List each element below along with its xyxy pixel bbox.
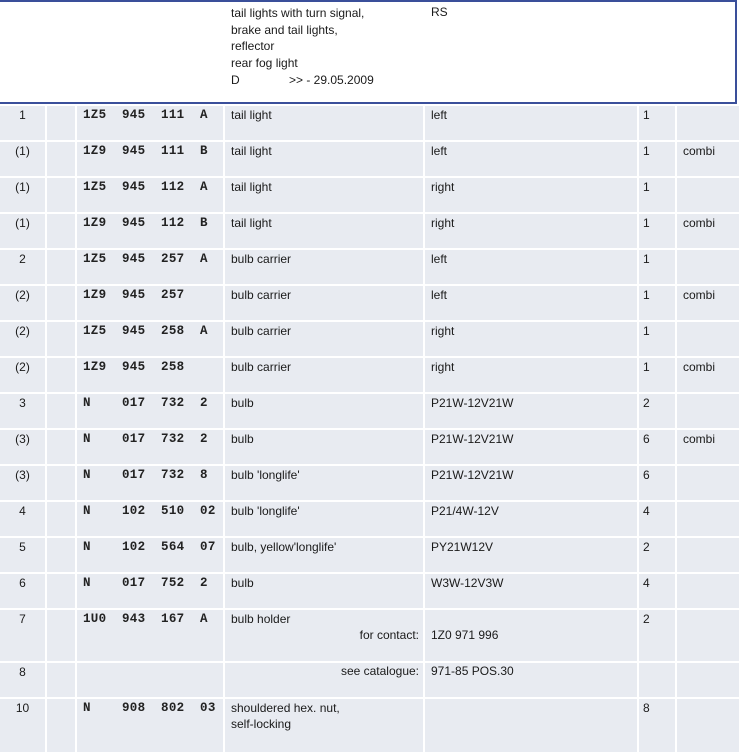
part-description: shouldered hex. nut, [231,701,340,715]
part-number: N 017 752 2 [83,576,208,590]
part-specification: right [431,324,455,338]
part-number: 1Z5 945 258 A [83,324,208,338]
header-date-value: >> - 29.05.2009 [289,72,374,87]
part-specification: P21W-12V21W [431,468,514,482]
table-cell [45,142,77,176]
remark: combi [683,216,716,230]
table-row [0,464,739,500]
part-description: bulb carrier [231,360,292,374]
note-label: see catalogue: [340,664,419,678]
parts-table [0,104,739,752]
part-specification: PY21W12V [431,540,494,554]
quantity: 2 [643,396,650,410]
part-number: N 017 732 8 [83,468,208,482]
header-right-code: RS [431,5,448,19]
position-number: 4 [19,504,26,518]
table-cell [675,574,739,608]
part-specification: W3W-12V3W [431,576,504,590]
table-cell [675,538,739,572]
table-cell [45,286,77,320]
quantity: 1 [643,360,650,374]
header-line-3: reflector [231,39,275,54]
quantity: 6 [643,432,650,446]
table-cell [45,699,77,752]
table-cell [45,610,77,661]
position-number: 5 [19,540,26,554]
remark: combi [683,144,716,158]
table-cell [45,430,77,464]
table-cell [45,574,77,608]
table-cell [45,663,77,697]
position-number: 3 [19,396,26,410]
part-number: 1Z9 945 258 [83,360,185,374]
part-specification: P21W-12V21W [431,432,514,446]
part-description: bulb 'longlife' [231,504,300,518]
table-cell [675,322,739,356]
part-specification: right [431,180,455,194]
part-description: tail light [231,144,272,158]
part-description: bulb [231,396,254,410]
part-description: bulb [231,576,254,590]
table-row [0,320,739,356]
part-number: N 908 802 03 [83,701,216,715]
table-cell [45,538,77,572]
table-cell [423,214,639,248]
position-number: (1) [15,144,30,158]
table-cell [423,250,639,284]
position-number: 2 [19,252,26,266]
part-description: tail light [231,216,272,230]
position-number: 10 [15,701,30,715]
part-description: bulb carrier [231,324,292,338]
header-description [231,5,374,89]
table-cell [675,502,739,536]
part-number: 1Z9 945 257 [83,288,185,302]
part-specification: left [431,108,448,122]
position-number: (1) [15,180,30,194]
part-specification: right [431,360,455,374]
header-line-2: brake and tail lights, [231,22,338,37]
position-number: 7 [19,612,26,626]
table-cell [423,142,639,176]
table-row [0,608,739,661]
position-number: (3) [15,432,30,446]
position-number: (2) [15,288,30,302]
table-cell [675,699,739,752]
part-number: 1U0 943 167 A [83,612,208,626]
part-number: 1Z5 945 112 A [83,180,208,194]
table-cell [675,663,739,697]
table-cell [45,394,77,428]
quantity: 1 [643,144,650,158]
table-cell [423,106,639,140]
table-cell [45,466,77,500]
position-number: 8 [19,665,26,679]
quantity: 8 [643,701,650,715]
part-specification: left [431,288,448,302]
quantity: 2 [643,540,650,554]
note-value: 971-85 POS.30 [431,664,514,678]
position-number: (3) [15,468,30,482]
table-row [0,140,739,176]
part-number: N 102 510 02 [83,504,216,518]
table-cell [675,178,739,212]
quantity: 1 [643,252,650,266]
part-description: bulb 'longlife' [231,468,300,482]
part-description: bulb holder [231,612,291,626]
header-line-4: rear fog light [231,56,298,71]
part-specification: P21/4W-12V [431,504,499,518]
note-value: 1Z0 971 996 [431,628,499,642]
part-description: tail light [231,108,272,122]
position-number: 1 [19,108,26,122]
table-cell [675,106,739,140]
table-row [0,536,739,572]
part-number: 1Z9 945 112 B [83,216,208,230]
table-row [0,284,739,320]
table-cell [675,610,739,661]
part-number: 1Z5 945 111 A [83,108,208,122]
quantity: 1 [643,216,650,230]
part-specification: right [431,216,455,230]
table-cell [423,286,639,320]
quantity: 1 [643,288,650,302]
table-row [0,697,739,752]
header-date-label: D [231,72,240,87]
remark: combi [683,432,716,446]
header-date-line [231,72,374,89]
table-cell [45,178,77,212]
table-row [0,661,739,697]
table-cell [423,358,639,392]
table-cell [423,699,639,752]
table-cell [45,214,77,248]
table-cell [675,466,739,500]
table-cell [637,663,677,697]
position-number: (1) [15,216,30,230]
note-label: for contact: [359,628,419,642]
remark: combi [683,288,716,302]
quantity: 1 [643,180,650,194]
table-cell [675,394,739,428]
table-cell [423,322,639,356]
part-specification: left [431,144,448,158]
table-cell [423,178,639,212]
part-description: tail light [231,180,272,194]
table-row [0,392,739,428]
part-description-line-2: self-locking [231,717,292,731]
position-number: (2) [15,360,30,374]
table-row [0,212,739,248]
position-number: 6 [19,576,26,590]
table-row [0,176,739,212]
table-row [0,356,739,392]
table-cell [45,106,77,140]
remark: combi [683,360,716,374]
table-row [0,428,739,464]
header-block [0,0,737,104]
table-cell [75,663,225,697]
table-row [0,104,739,140]
quantity: 6 [643,468,650,482]
position-number: (2) [15,324,30,338]
part-number: 1Z9 945 111 B [83,144,208,158]
quantity: 4 [643,504,650,518]
table-cell [45,250,77,284]
quantity: 1 [643,324,650,338]
table-cell [45,502,77,536]
table-row [0,248,739,284]
part-specification: left [431,252,448,266]
header-line-1: tail lights with turn signal, [231,6,365,20]
part-description: bulb carrier [231,252,292,266]
quantity: 2 [643,612,650,626]
part-number: 1Z5 945 257 A [83,252,208,266]
part-specification: P21W-12V21W [431,396,514,410]
table-cell [45,358,77,392]
part-description: bulb carrier [231,288,292,302]
part-description: bulb [231,432,254,446]
quantity: 1 [643,108,650,122]
table-row [0,500,739,536]
part-description: bulb, yellow'longlife' [231,540,337,554]
quantity: 4 [643,576,650,590]
table-cell [45,322,77,356]
part-number: N 102 564 07 [83,540,216,554]
part-number: N 017 732 2 [83,396,208,410]
table-cell [675,250,739,284]
table-row [0,572,739,608]
part-number: N 017 732 2 [83,432,208,446]
